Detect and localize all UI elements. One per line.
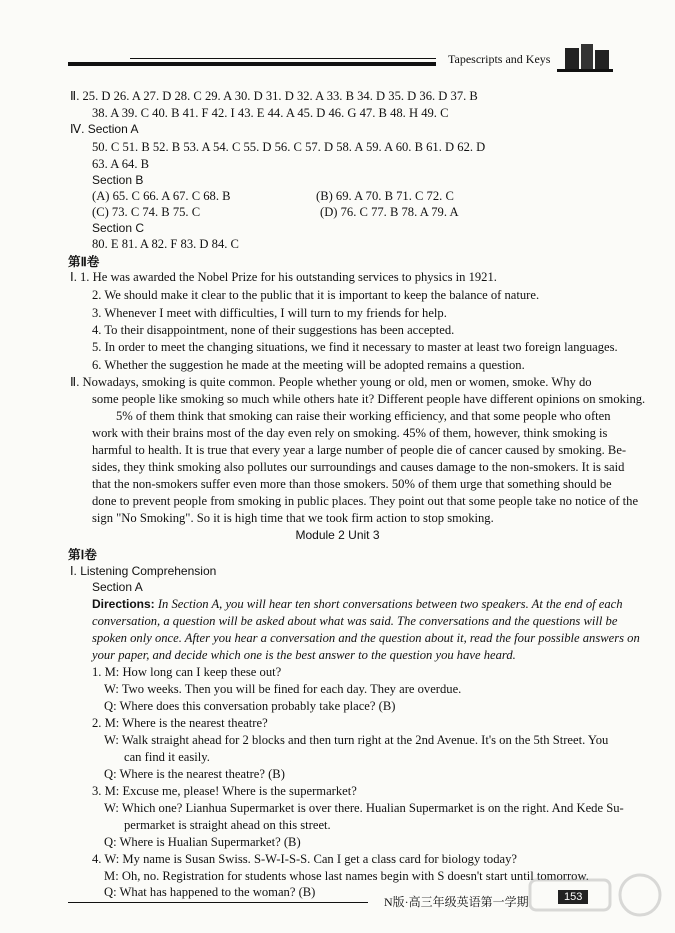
section-b-row1-left: (A) 65. C 66. A 67. C 68. B — [92, 189, 231, 203]
header-title: Tapescripts and Keys — [448, 52, 551, 66]
directions-line-4: your paper, and decide which one is the best answer to the question you have heard. — [92, 648, 516, 662]
answers-iv-row2: 63. A 64. B — [92, 157, 150, 171]
dialogue-line-1: 1. M: How long can I keep these out? — [92, 665, 282, 679]
part2-i-item-2: 2. We should make it clear to the public that it is important to keep the balance of nature. — [92, 288, 540, 302]
part2-i-item-4: 4. To their disappointment, none of their suggestions has been accepted. — [92, 323, 455, 337]
dialogue-line-11: Q: Where is Hualian Supermarket? (B) — [104, 835, 301, 849]
dialogue-line-4: 2. M: Where is the nearest theatre? — [92, 716, 268, 730]
dialogue-line-7: Q: Where is the nearest theatre? (B) — [104, 767, 285, 781]
directions-label: Directions: — [92, 597, 155, 611]
part2-i-item-5: 5. In order to meet the changing situations, we find it necessary to master at least two foreign languages. — [92, 340, 618, 354]
books-icon — [555, 40, 615, 74]
part2-label: 第Ⅱ卷 — [68, 255, 100, 269]
dialogue-line-5: W: Walk straight ahead for 2 blocks and then turn right at the 2nd Avenue. It's on the 5th Street. You — [104, 733, 609, 747]
dialogue-line-13: M: Oh, no. Registration for students whose last names begin with S doesn't start until tomorrow. — [104, 869, 589, 883]
dialogue-line-14: Q: What has happened to the woman? (B) — [104, 885, 316, 899]
module-title: Module 2 Unit 3 — [295, 528, 380, 542]
part2-i-item-1: Ⅰ. 1. He was awarded the Nobel Prize for his outstanding services to physics in 1921. — [70, 270, 497, 284]
section-c-label: Section C — [92, 221, 145, 235]
essay-line-1: Ⅱ. Nowadays, smoking is quite common. People whether young or old, men or women, smoke. Why do — [70, 375, 592, 389]
answers-ii-row2: 38. A 39. C 40. B 41. F 42. I 43. E 44. A 45. D 46. G 47. B 48. H 49. C — [92, 106, 449, 120]
dialogue-line-3: Q: Where does this conversation probably take place? (B) — [104, 699, 396, 713]
dialogue-line-6: can find it easily. — [124, 750, 210, 764]
part2-i-item-3: 3. Whenever I meet with difficulties, I will turn to my friends for help. — [92, 306, 447, 320]
section-b-row2-left: (C) 73. C 74. B 75. C — [92, 205, 201, 219]
answers-iv-label: Ⅳ. Section A — [70, 122, 139, 136]
footer-rule — [68, 902, 368, 903]
header-rule-thin — [130, 58, 436, 59]
footer-text: N版·高三年级英语第一学期 — [384, 895, 529, 909]
part2-i-item-6: 6. Whether the suggestion he made at the meeting will be adopted remains a question. — [92, 358, 525, 372]
dialogue-line-12: 4. W: My name is Susan Swiss. S-W-I-S-S. Can I get a class card for biology today? — [92, 852, 517, 866]
answers-iv-row1: 50. C 51. B 52. B 53. A 54. C 55. D 56. C 57. D 58. A 59. A 60. B 61. D 62. D — [92, 140, 486, 154]
header-rule — [68, 62, 436, 66]
section-b-row1-right: (B) 69. A 70. B 71. C 72. C — [316, 189, 454, 203]
section-b-label: Section B — [92, 173, 144, 187]
directions-line-2: conversation, a question will be asked about what was said. The conversations and the questions will be — [92, 614, 618, 628]
watermark-logo — [520, 870, 670, 920]
essay-line-2: some people like smoking so much while others hate it? Different people have different opinions on smoking. — [92, 392, 646, 406]
essay-line-4: work with their brains most of the day even rely on smoking. 45% of them, however, think smoking is — [92, 426, 608, 440]
section-a-heading: Section A — [92, 580, 143, 594]
answers-ii-row1: Ⅱ. 25. D 26. A 27. D 28. C 29. A 30. D 31. D 32. A 33. B 34. D 35. D 36. D 37. B — [70, 89, 478, 103]
dialogue-line-8: 3. M: Excuse me, please! Where is the supermarket? — [92, 784, 357, 798]
essay-line-7: that the non-smokers suffer even more than those smokers. 50% of them urge that something should be — [92, 477, 612, 491]
section-b-row2-right: (D) 76. C 77. B 78. A 79. A — [320, 205, 459, 219]
directions-line-1: In Section A, you will hear ten short conversations between two speakers. At the end of each — [157, 597, 623, 611]
essay-line-8: done to prevent people from smoking in public places. They point out that some people take no notice of the — [92, 494, 639, 508]
dialogue-line-10: permarket is straight ahead on this street. — [124, 818, 331, 832]
essay-line-5: harmful to health. It is true that every year a large number of people die of cancer caused by smoking. Be- — [92, 443, 627, 457]
page-number: 153 — [558, 890, 588, 904]
section-c-row: 80. E 81. A 82. F 83. D 84. C — [92, 237, 239, 251]
listening-heading: Ⅰ. Listening Comprehension — [70, 564, 217, 578]
directions-line-3: spoken only once. After you hear a conversation and the question about it, read the four possible answers on — [92, 631, 640, 645]
dialogue-line-9: W: Which one? Lianhua Supermarket is over there. Hualian Supermarket is on the right. And Kede Su- — [104, 801, 624, 815]
essay-line-6: sides, they think smoking also pollutes our surroundings and causes damage to the non-smokers. It is said — [92, 460, 625, 474]
essay-line-9: sign "No Smoking". So it is high time that we took firm action to stop smoking. — [92, 511, 494, 525]
part1-label: 第Ⅰ卷 — [68, 548, 97, 562]
dialogue-line-2: W: Two weeks. Then you will be fined for each day. They are overdue. — [104, 682, 462, 696]
essay-line-3: 5% of them think that smoking can raise their working efficiency, and that some people who often — [116, 409, 611, 423]
